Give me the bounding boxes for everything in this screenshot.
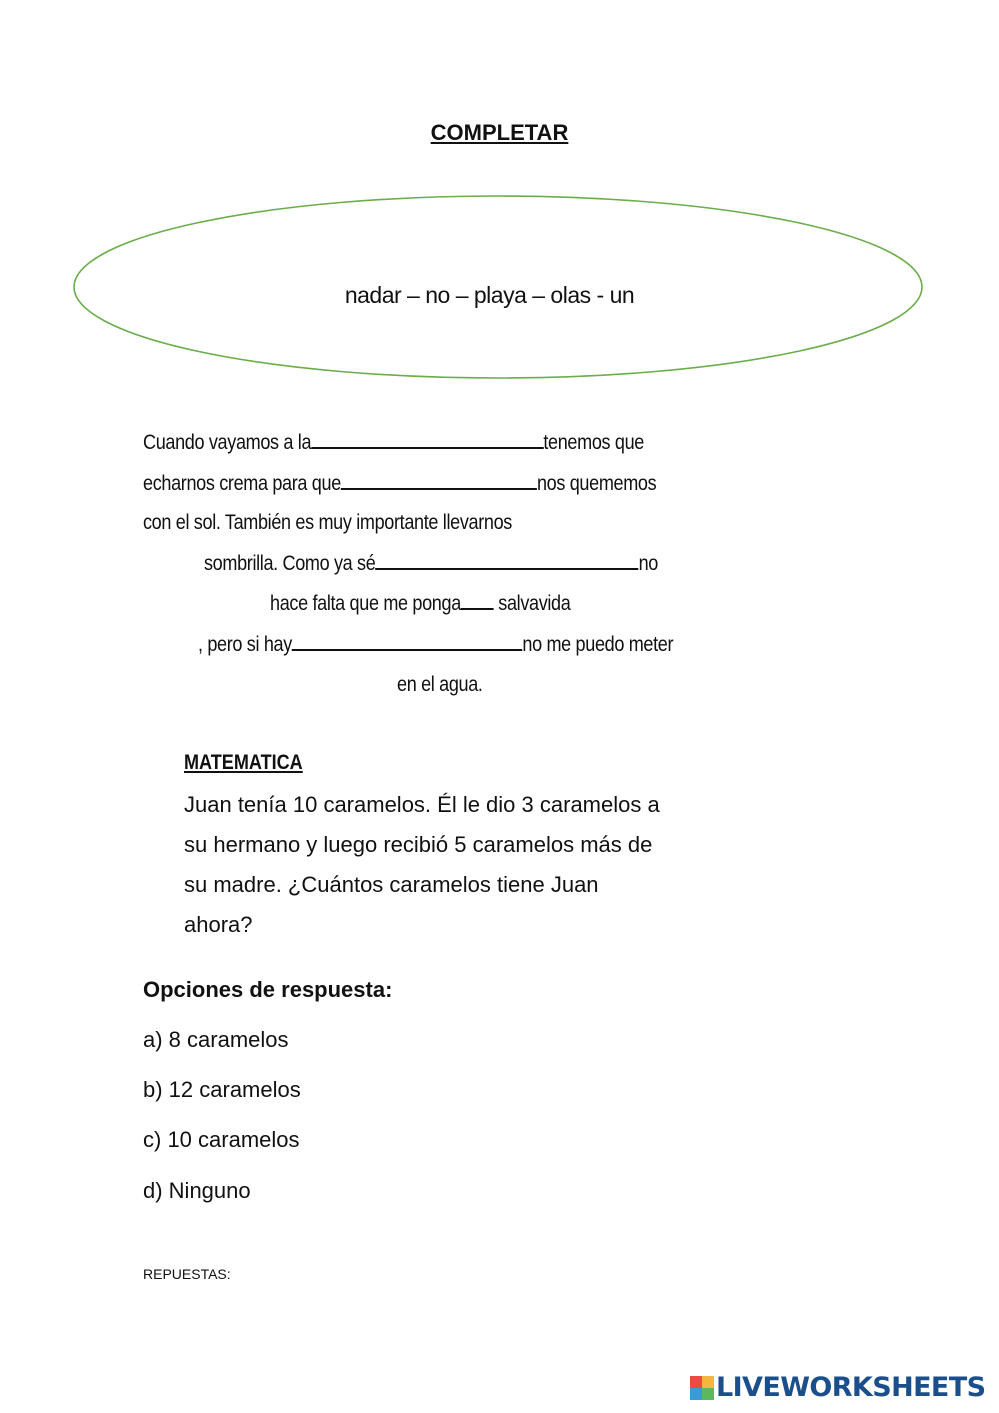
answer-blank[interactable] xyxy=(461,591,494,610)
cloze-line-4 xyxy=(204,551,658,576)
brand-footer xyxy=(690,1372,985,1403)
cloze-line-2 xyxy=(143,471,656,496)
logo-cell xyxy=(702,1388,714,1400)
option-c[interactable]: c) 10 caramelos xyxy=(143,1127,300,1152)
word-bank: nadar – no – playa – olas - un xyxy=(344,282,635,308)
answer-blank[interactable] xyxy=(311,430,543,449)
problem-line: su hermano y luego recibió 5 caramelos más de xyxy=(184,832,653,857)
logo-cell xyxy=(702,1376,714,1388)
problem-line: Juan tenía 10 caramelos. Él le dio 3 caramelos a xyxy=(184,792,660,817)
option-a[interactable]: a) 8 caramelos xyxy=(143,1027,289,1052)
brand-name: LIVEWORKSHEETS xyxy=(716,1372,986,1403)
cloze-line-5 xyxy=(270,591,570,616)
cloze-text: sombrilla. Como ya sé xyxy=(204,552,376,575)
cloze-text: salvavida xyxy=(498,592,571,615)
cloze-line-7: en el agua. xyxy=(397,673,483,696)
cloze-text: nos quememos xyxy=(536,472,657,495)
answer-blank[interactable] xyxy=(341,471,537,490)
answer-blank[interactable] xyxy=(292,632,522,651)
problem-line: su madre. ¿Cuántos caramelos tiene Juan xyxy=(184,872,599,897)
cloze-text: Cuando vayamos a la xyxy=(143,431,312,454)
cloze-text: no me puedo meter xyxy=(522,633,674,656)
option-b[interactable]: b) 12 caramelos xyxy=(143,1077,301,1102)
cloze-line-3: con el sol. También es muy importante llevarnos xyxy=(143,511,512,534)
cloze-line-6 xyxy=(198,632,673,657)
page-title: COMPLETAR xyxy=(430,120,569,145)
math-heading: MATEMATICA xyxy=(184,751,303,774)
option-d[interactable]: d) Ninguno xyxy=(143,1178,251,1203)
logo-cell xyxy=(690,1376,702,1388)
cloze-text: tenemos que xyxy=(543,431,645,454)
answer-blank[interactable] xyxy=(375,551,638,570)
cloze-line-1 xyxy=(143,430,644,455)
answers-label: REPUESTAS: xyxy=(143,1266,231,1282)
cloze-text: echarnos crema para que xyxy=(143,472,341,495)
cloze-text: no xyxy=(638,552,658,575)
cloze-text: hace falta que me ponga xyxy=(270,592,461,615)
cloze-text: , pero si hay xyxy=(198,633,292,656)
logo-cell xyxy=(690,1388,702,1400)
problem-line: ahora? xyxy=(184,912,253,937)
liveworksheets-logo-icon xyxy=(690,1376,714,1400)
options-heading: Opciones de respuesta: xyxy=(143,977,393,1002)
